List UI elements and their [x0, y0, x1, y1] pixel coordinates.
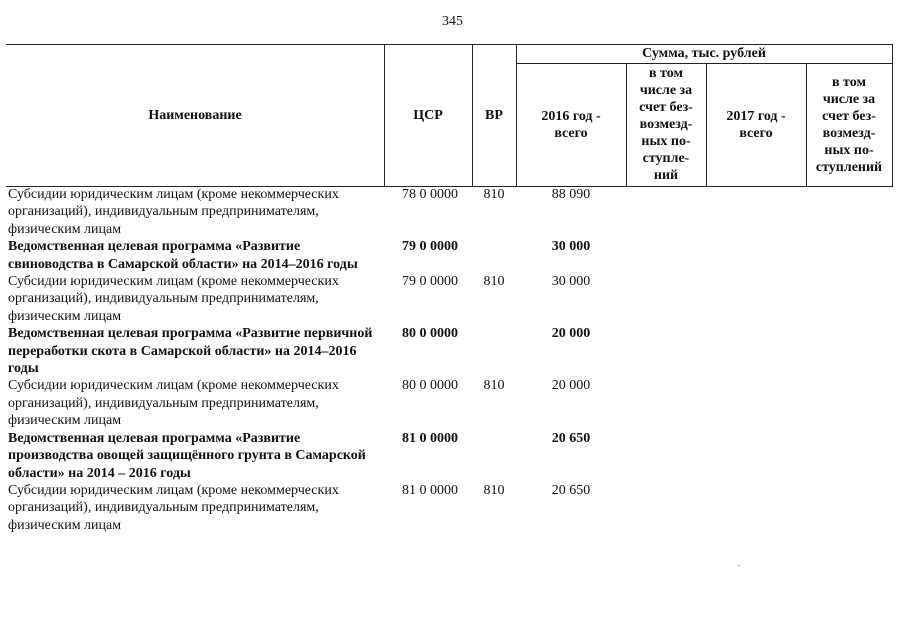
table-row	[6, 186, 893, 238]
row-name: Субсидии юридическим лицам (кроме некоммерческих организаций), индивидуальным предпринимателям, физическим лицам	[8, 187, 339, 237]
column-header-vr: ВР	[485, 107, 503, 123]
column-header-2016-free: в том числе за счет без- возмезд- ных по- ступле- ний	[639, 66, 693, 183]
column-header-2017-free: в том числе за счет без- возмезд- ных по- ступлений	[815, 74, 883, 175]
row-name: Ведомственная целевая программа «Развитие свиноводства в Самарской области» на 2014–2016 годы	[8, 239, 358, 272]
budget-table	[6, 44, 893, 534]
row-csr: 81 0 0000	[402, 482, 458, 498]
row-sum-2016: 30 000	[551, 274, 591, 290]
row-name: Ведомственная целевая программа «Развитие первичной переработки скота в Самарской области» на 2014–2016 годы	[8, 326, 373, 377]
row-sum-2016: 20 650	[551, 482, 591, 498]
row-vr: 810	[483, 274, 505, 290]
row-sum-2016: 20 650	[551, 430, 591, 446]
row-sum-2016: 20 000	[551, 326, 591, 342]
table-row	[6, 273, 893, 325]
row-csr: 79 0 0000	[402, 239, 458, 255]
column-header-name: Наименование	[148, 107, 242, 123]
row-csr: 78 0 0000	[402, 187, 458, 202]
row-csr: 80 0 0000	[402, 326, 458, 342]
table-header	[6, 44, 893, 186]
row-sum-2016: 88 090	[551, 187, 591, 202]
table-row-program	[6, 325, 893, 377]
scan-speck	[738, 565, 740, 566]
table-row	[6, 377, 893, 429]
column-header-csr: ЦСР	[413, 107, 443, 123]
column-header-2017-total: 2017 год - всего	[726, 108, 786, 141]
row-csr: 79 0 0000	[402, 274, 458, 290]
row-name: Субсидии юридическим лицам (кроме некоммерческих организаций), индивидуальным предпринимателям, физическим лицам	[8, 274, 339, 324]
table-row	[6, 482, 893, 534]
column-header-2016-total: 2016 год - всего	[541, 108, 601, 141]
row-vr: 810	[483, 187, 505, 202]
row-vr: 810	[483, 482, 505, 498]
table-row-program	[6, 238, 893, 273]
row-vr: 810	[483, 378, 505, 394]
page-number: 345	[442, 14, 463, 29]
row-sum-2016: 30 000	[551, 239, 591, 255]
row-csr: 81 0 0000	[402, 430, 458, 446]
row-name: Субсидии юридическим лицам (кроме некоммерческих организаций), индивидуальным предпринимателям, физическим лицам	[8, 378, 339, 429]
table-row-program	[6, 430, 893, 482]
row-csr: 80 0 0000	[402, 378, 458, 394]
column-group-sum: Сумма, тыс. рублей	[642, 46, 766, 61]
table-body	[6, 186, 893, 534]
row-sum-2016: 20 000	[551, 378, 591, 394]
row-name: Ведомственная целевая программа «Развитие производства овощей защищённого грунта в Самарской области» на 2014 – 2016 годы	[8, 430, 366, 481]
row-name: Субсидии юридическим лицам (кроме некоммерческих организаций), индивидуальным предпринимателям, физическим лицам	[8, 482, 339, 533]
